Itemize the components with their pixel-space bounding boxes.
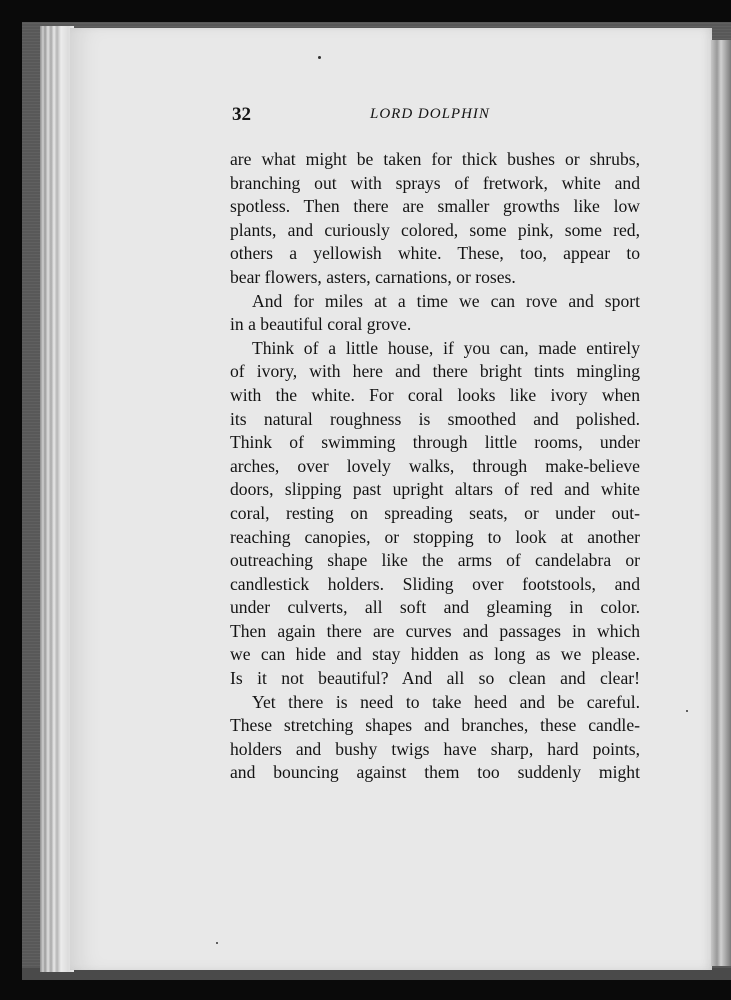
text-line: doors, slipping past upright altars of red and white bbox=[230, 479, 640, 500]
speck-mark bbox=[686, 710, 688, 712]
text-line: Yet there is need to take heed and be careful. bbox=[252, 691, 640, 712]
text-line: under culverts, all soft and gleaming in color. bbox=[230, 597, 640, 618]
text-line: bear flowers, asters, carnations, or roses. bbox=[230, 266, 516, 287]
text-line: Then again there are curves and passages in which bbox=[230, 620, 640, 641]
text-line: are what might be taken for thick bushes or shrubs, bbox=[230, 149, 640, 169]
body-text bbox=[230, 148, 640, 785]
text-line: we can hide and stay hidden as long as we please. bbox=[230, 644, 640, 665]
speck-mark bbox=[318, 56, 321, 59]
text-line: And for miles at a time we can rove and sport bbox=[252, 290, 640, 311]
text-line: its natural roughness is smoothed and polished. bbox=[230, 408, 640, 429]
text-line: spotless. Then there are smaller growths like low bbox=[230, 196, 640, 217]
page-number: 32 bbox=[232, 104, 251, 125]
text-line: with the white. For coral looks like ivory when bbox=[230, 384, 640, 405]
right-page-edge bbox=[711, 40, 731, 966]
text-line: Is it not beautiful? And all so clean and clear! bbox=[230, 668, 640, 689]
text-line: of ivory, with here and there bright tints mingling bbox=[230, 361, 640, 382]
text-line: Think of swimming through little rooms, under bbox=[230, 432, 640, 453]
running-head: LORD DOLPHIN bbox=[370, 106, 490, 122]
text-line: Think of a little house, if you can, made entirely bbox=[252, 337, 640, 358]
speck-mark bbox=[216, 942, 218, 944]
page-stack-edges bbox=[40, 26, 74, 972]
text-line: These stretching shapes and branches, these candle- bbox=[230, 715, 640, 736]
text-line: plants, and curiously colored, some pink, some red, bbox=[230, 219, 640, 240]
page-header bbox=[232, 104, 640, 128]
text-line: coral, resting on spreading seats, or under out- bbox=[230, 502, 640, 523]
text-line: others a yellowish white. These, too, appear to bbox=[230, 243, 640, 264]
text-line: outreaching shape like the arms of candelabra or bbox=[230, 550, 640, 571]
text-line: candlestick holders. Sliding over footstools, and bbox=[230, 573, 640, 594]
text-line: holders and bushy twigs have sharp, hard points, bbox=[230, 738, 640, 759]
text-line: branching out with sprays of fretwork, white and bbox=[230, 172, 640, 193]
text-line: reaching canopies, or stopping to look at another bbox=[230, 526, 640, 547]
text-line: and bouncing against them too suddenly might bbox=[230, 762, 640, 783]
text-line: arches, over lovely walks, through make-believe bbox=[230, 455, 640, 476]
text-line: in a beautiful coral grove. bbox=[230, 314, 412, 335]
